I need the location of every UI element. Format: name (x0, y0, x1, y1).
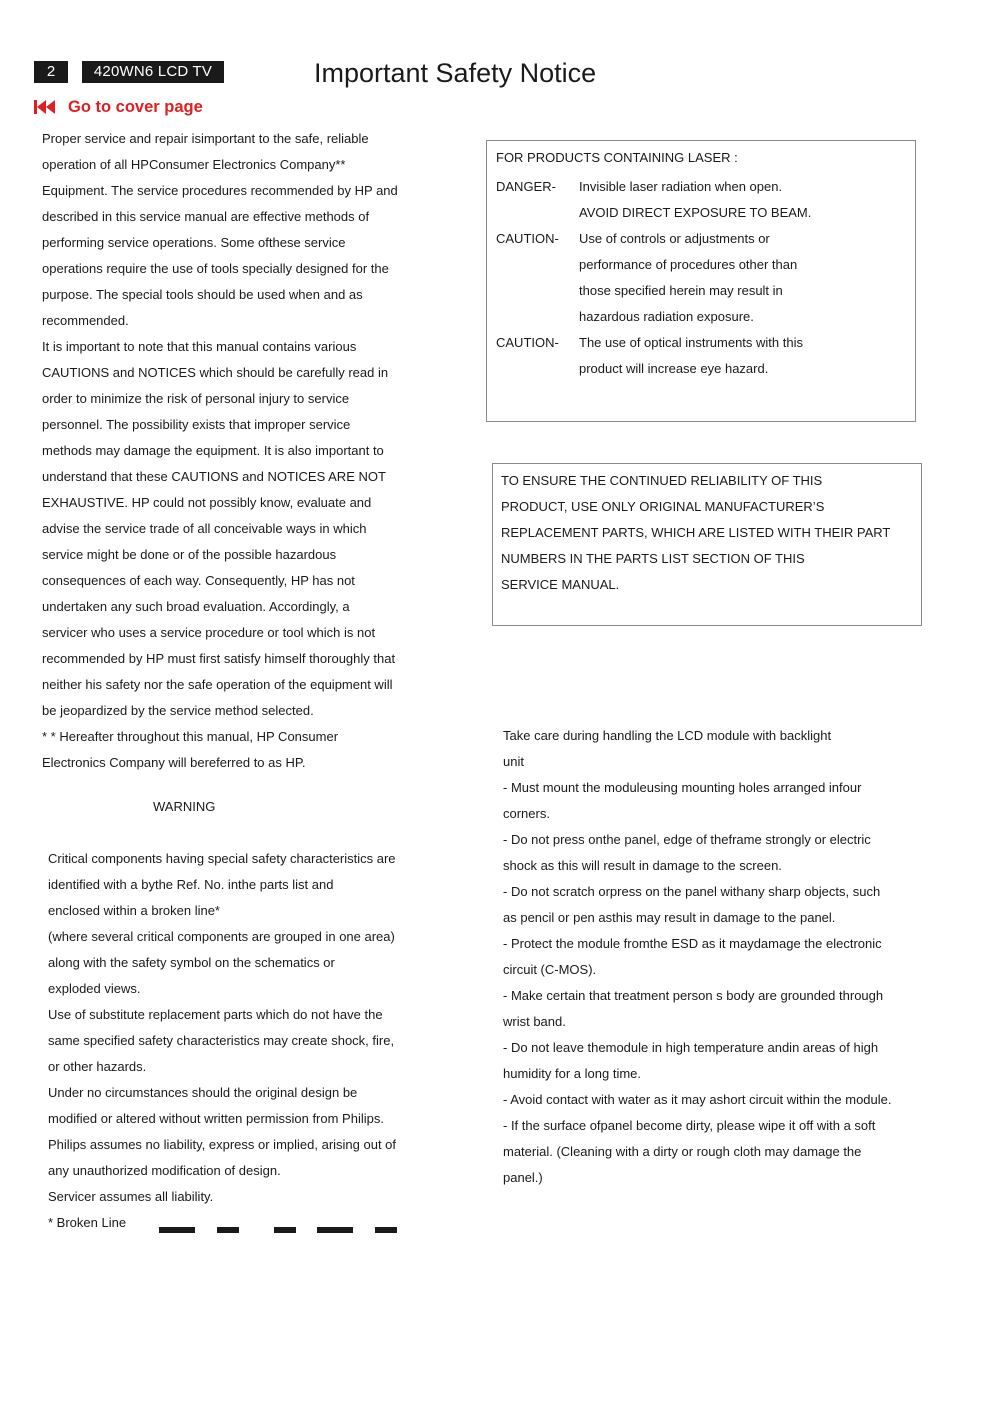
intro-line: understand that these CAUTIONS and NOTICES ARE NOT (42, 469, 386, 484)
reliability-line: NUMBERS IN THE PARTS LIST SECTION OF THIS (501, 551, 805, 566)
warning-line: Critical components having special safety characteristics are (48, 851, 396, 866)
broken-line-label: * Broken Line (48, 1215, 127, 1230)
warning-line: identified with a bythe Ref. No. inthe parts list and (48, 877, 334, 892)
intro-line: It is important to note that this manual contains various (42, 339, 357, 354)
intro-line: Equipment. The service procedures recommended by HP and (42, 183, 398, 198)
laser-row-text: Invisible laser radiation when open. (579, 179, 783, 194)
warning-line: Under no circumstances should the original design be (48, 1085, 358, 1100)
lcd-handling-line: - Make certain that treatment person s body are grounded through (503, 988, 884, 1003)
laser-row-label: CAUTION- (496, 231, 559, 246)
lcd-handling-line: wrist band. (503, 1014, 566, 1029)
laser-row-text: product will increase eye hazard. (579, 361, 769, 376)
intro-line: purpose. The special tools should be used when and as (42, 287, 363, 302)
lcd-handling-line: panel.) (503, 1170, 543, 1185)
reliability-notice-box (492, 463, 922, 626)
intro-line: advise the service trade of all conceivable ways in which (42, 521, 367, 536)
intro-line: operation of all HPConsumer Electronics Company** (42, 157, 346, 172)
intro-line: methods may damage the equipment. It is also important to (42, 443, 384, 458)
warning-line: any unauthorized modification of design. (48, 1163, 281, 1178)
warning-line: or other hazards. (48, 1059, 147, 1074)
laser-row (496, 304, 811, 330)
lcd-handling-line: - Protect the module fromthe ESD as it maydamage the electronic (503, 936, 882, 951)
cover-link-label: Go to cover page (68, 97, 203, 116)
lcd-handling-line: shock as this will result in damage to the screen. (503, 858, 782, 873)
lcd-handling-line: humidity for a long time. (503, 1066, 642, 1081)
intro-line: order to minimize the risk of personal injury to service (42, 391, 350, 406)
intro-line: be jeopardized by the service method selected. (42, 703, 314, 718)
laser-row-text: performance of procedures other than (579, 257, 798, 272)
lcd-handling-line: corners. (503, 806, 550, 821)
laser-row-label (496, 278, 579, 304)
warning-line: along with the safety symbol on the schematics or (48, 955, 335, 970)
intro-line: * * Hereafter throughout this manual, HP Consumer (42, 729, 339, 744)
intro-line: Proper service and repair isimportant to the safe, reliable (42, 131, 369, 146)
warning-text (48, 846, 396, 1210)
laser-row (496, 174, 811, 200)
laser-row (496, 252, 811, 278)
warning-line: same specified safety characteristics may create shock, fire, (48, 1033, 395, 1048)
go-to-cover-link[interactable] (34, 96, 203, 118)
skip-to-start-icon (34, 99, 56, 115)
reliability-text (501, 468, 890, 598)
page-title: Important Safety Notice (314, 58, 597, 88)
laser-row (496, 278, 811, 304)
laser-row-text: AVOID DIRECT EXPOSURE TO BEAM. (579, 205, 812, 220)
lcd-handling-line: material. (Cleaning with a dirty or rough cloth may damage the (503, 1144, 862, 1159)
model-badge: 420WN6 LCD TV (82, 61, 224, 83)
intro-line: neither his safety nor the safe operation of the equipment will (42, 677, 393, 692)
warning-line: exploded views. (48, 981, 141, 996)
intro-line: personnel. The possibility exists that improper service (42, 417, 351, 432)
intro-line: consequences of each way. Consequently, HP has not (42, 573, 355, 588)
laser-row-label: DANGER- (496, 179, 556, 194)
laser-row-label (496, 252, 579, 278)
laser-row-label (496, 304, 579, 330)
reliability-line: SERVICE MANUAL. (501, 577, 620, 592)
laser-row-label (496, 200, 579, 226)
laser-row (496, 330, 811, 356)
warning-line: enclosed within a broken line* (48, 903, 220, 918)
lcd-handling-line: circuit (C-MOS). (503, 962, 597, 977)
intro-line: performing service operations. Some ofthese service (42, 235, 346, 250)
lcd-handling-line: as pencil or pen asthis may result in damage to the panel. (503, 910, 836, 925)
intro-text (42, 126, 398, 776)
reliability-line: PRODUCT, USE ONLY ORIGINAL MANUFACTURER’S (501, 499, 825, 514)
intro-line: operations require the use of tools specially designed for the (42, 261, 389, 276)
lcd-handling-line: - If the surface ofpanel become dirty, please wipe it off with a soft (503, 1118, 876, 1133)
page-number-badge: 2 (34, 61, 68, 83)
laser-rows (496, 174, 811, 382)
lcd-handling-line: - Must mount the moduleusing mounting holes arranged infour (503, 780, 862, 795)
laser-row (496, 226, 811, 252)
lcd-handling-line: unit (503, 754, 524, 769)
laser-row-text: The use of optical instruments with this (579, 335, 803, 350)
laser-row-text: those specified herein may result in (579, 283, 783, 298)
lcd-handling-line: - Avoid contact with water as it may ashort circuit within the module. (503, 1092, 892, 1107)
lcd-handling-line: - Do not press onthe panel, edge of theframe strongly or electric (503, 832, 871, 847)
intro-line: CAUTIONS and NOTICES which should be carefully read in (42, 365, 389, 380)
intro-line: undertaken any such broad evaluation. Accordingly, a (42, 599, 350, 614)
intro-line: recommended by HP must first satisfy himself thoroughly that (42, 651, 396, 666)
laser-warning-box (486, 140, 916, 422)
warning-line: Servicer assumes all liability. (48, 1189, 214, 1204)
laser-row-text: Use of controls or adjustments or (579, 231, 770, 246)
reliability-line: TO ENSURE THE CONTINUED RELIABILITY OF THIS (501, 473, 823, 488)
laser-row-label: CAUTION- (496, 335, 559, 350)
laser-row (496, 200, 811, 226)
warning-line: Use of substitute replacement parts which do not have the (48, 1007, 383, 1022)
intro-line: EXHAUSTIVE. HP could not possibly know, evaluate and (42, 495, 372, 510)
warning-line: (where several critical components are grouped in one area) (48, 929, 395, 944)
intro-line: described in this service manual are effective methods of (42, 209, 370, 224)
laser-row-label (496, 356, 579, 382)
lcd-handling-line: - Do not scratch orpress on the panel withany sharp objects, such (503, 884, 881, 899)
laser-row-text: hazardous radiation exposure. (579, 309, 754, 324)
intro-line: recommended. (42, 313, 129, 328)
intro-line: Electronics Company will bereferred to as HP. (42, 755, 306, 770)
intro-line: service might be done or of the possible hazardous (42, 547, 337, 562)
lcd-handling-line: Take care during handling the LCD module with backlight (503, 728, 832, 743)
intro-line: servicer who uses a service procedure or tool which is not (42, 625, 376, 640)
reliability-line: REPLACEMENT PARTS, WHICH ARE LISTED WITH THEIR PART (501, 525, 891, 540)
warning-line: modified or altered without written permission from Philips. (48, 1111, 384, 1126)
laser-row (496, 356, 811, 382)
lcd-handling-line: - Do not leave themodule in high temperature andin areas of high (503, 1040, 879, 1055)
laser-box-heading: FOR PRODUCTS CONTAINING LASER : (496, 150, 738, 165)
warning-heading: WARNING (153, 799, 216, 814)
warning-line: Philips assumes no liability, express or implied, arising out of (48, 1137, 397, 1152)
lcd-handling-text (503, 723, 891, 1191)
